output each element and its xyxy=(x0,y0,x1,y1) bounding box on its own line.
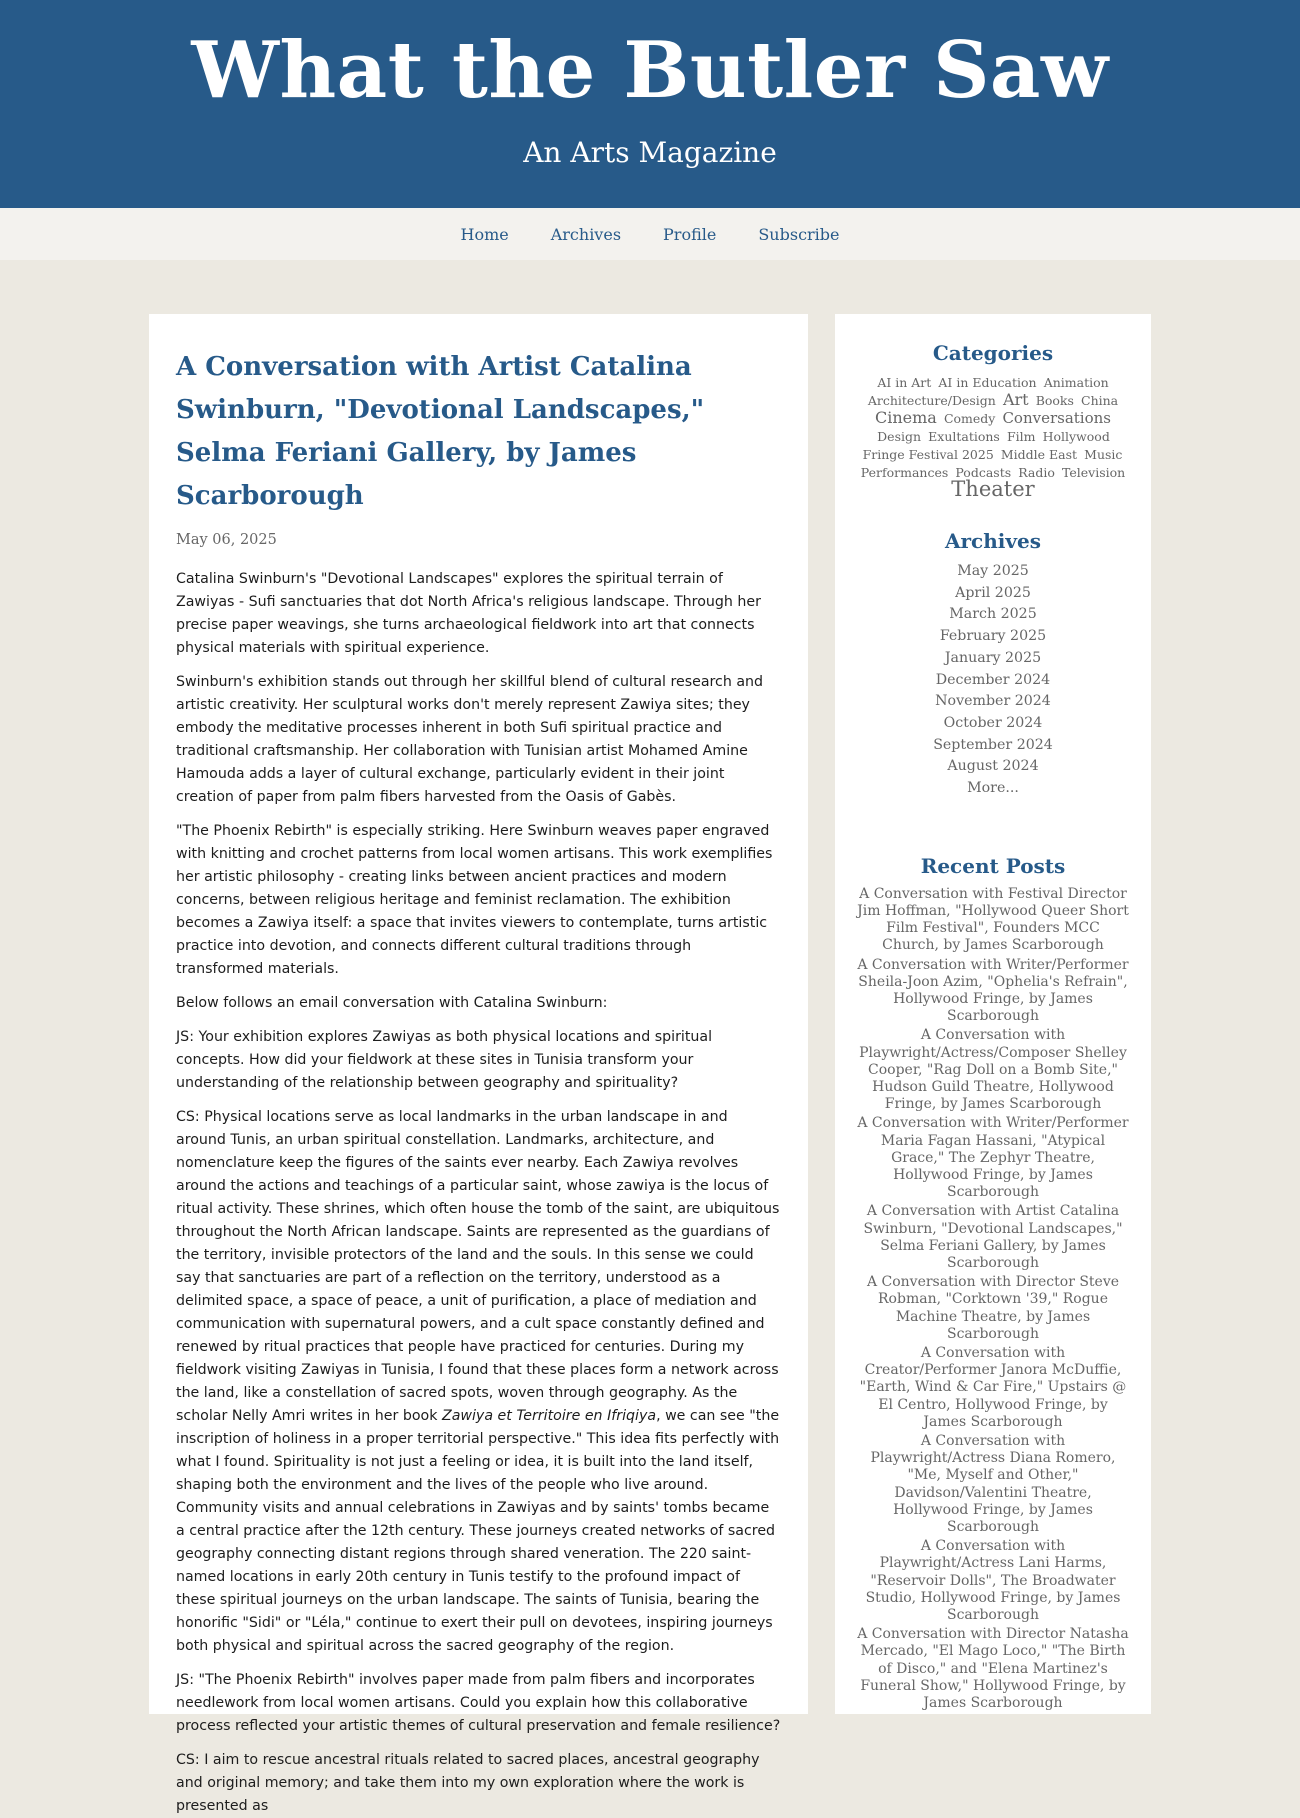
post-paragraph: Catalina Swinburn's "Devotional Landscapes" explores the spiritual terrain of Zawiyas - Sufi sanctuaries that dot North Africa's religious landscape. Through her precise paper weavings, she turns archaeological fieldwork into art that connects physical materials with spiritual experience. xyxy=(176,571,761,656)
book-title: Zawiya et Territoire en Ifriqiya xyxy=(441,1408,657,1424)
recent-post-link[interactable]: A Conversation with Playwright/Actress Diana Romero, "Me, Myself and Other," Davidson/Valentini Theatre, Hollywood Fringe, by James Scarborough xyxy=(870,1433,1116,1536)
category-link[interactable]: Exultations xyxy=(928,429,1000,444)
recent-post-link[interactable]: A Conversation with Director Natasha Mercado, "El Mago Loco," "The Birth of Disco," and "Elena Martinez's Funeral Show," Hollywood Fringe, by James Scarborough xyxy=(857,1626,1129,1712)
category-link[interactable]: Hollywood Fringe Festival 2025 xyxy=(862,429,1110,462)
category-link[interactable]: Theater xyxy=(951,477,1035,501)
post-date: May 06, 2025 xyxy=(176,532,277,548)
category-link[interactable]: Cinema xyxy=(875,408,937,427)
archive-link[interactable]: August 2024 xyxy=(947,758,1039,775)
recent-post-link[interactable]: A Conversation with Playwright/Actress Lani Harms, "Reservoir Dolls", The Broadwater Studio, Hollywood Fringe, by James Scarborough xyxy=(865,1538,1121,1624)
archive-link[interactable]: November 2024 xyxy=(935,693,1051,710)
archive-link[interactable]: May 2025 xyxy=(957,563,1029,579)
category-link[interactable]: Film xyxy=(1006,429,1036,444)
recent-post-link[interactable]: A Conversation with Writer/Performer Maria Fagan Hassani, "Atypical Grace," The Zephyr Theatre, Hollywood Fringe, by James Scarborough xyxy=(857,1115,1129,1201)
category-link[interactable]: Conversations xyxy=(1002,409,1111,427)
category-link[interactable]: AI in Art xyxy=(877,375,932,390)
post-title[interactable]: A Conversation with Artist Catalina Swinburn, "Devotional Landscapes," Selma Feriani Gallery, by James Scarborough xyxy=(176,352,705,511)
archives-heading: Archives xyxy=(945,529,1041,553)
category-link[interactable]: Middle East xyxy=(1000,447,1078,462)
category-link[interactable]: Television xyxy=(1062,465,1126,480)
archives-list xyxy=(857,561,1129,800)
post-content xyxy=(149,314,808,1814)
nav-archives-link[interactable]: Archives xyxy=(550,224,622,244)
archive-link[interactable]: January 2025 xyxy=(944,649,1042,666)
category-link[interactable]: Design xyxy=(877,429,922,444)
archive-link[interactable]: December 2024 xyxy=(935,671,1051,688)
post-paragraph xyxy=(176,1106,781,1658)
post-paragraph: "The Phoenix Rebirth" is especially striking. Here Swinburn weaves paper engraved with knitting and crochet patterns from local women artisans. This work exemplifies her artistic philosophy - creating links between ancient practices and modern concerns, between religious heritage and feminist reclamation. The exhibition becomes a Zawiya itself: a space that invites viewers to contemplate, turns artistic practice into devotion, and connects different cultural traditions through transformed materials. xyxy=(176,823,773,977)
sidebar xyxy=(835,314,1151,1714)
recent-post-link[interactable]: A Conversation with Festival Director Jim Hoffman, "Hollywood Queer Short Film Festival", Founders MCC Church, by James Scarborough xyxy=(857,885,1129,954)
archive-link[interactable]: February 2025 xyxy=(939,628,1047,645)
category-cloud xyxy=(857,373,1129,499)
nav-subscribe-link[interactable]: Subscribe xyxy=(758,224,840,244)
category-link[interactable]: Radio xyxy=(1018,465,1055,480)
archive-link[interactable]: September 2024 xyxy=(933,736,1053,753)
category-link[interactable]: Comedy xyxy=(943,411,996,426)
recent-post-link[interactable]: A Conversation with Playwright/Actress/Composer Shelley Cooper, "Rag Doll on a Bomb Site," Hudson Guild Theatre, Hollywood Fringe, by James Scarborough xyxy=(859,1027,1127,1113)
category-link[interactable]: China xyxy=(1081,393,1119,408)
post-paragraph: Swinburn's exhibition stands out through her skillful blend of cultural research and artistic creativity. Her sculptural works don't merely represent Zawiya sites; they embody the meditative processes inherent in both Sufi spiritual practice and traditional craftsmanship. Her collaboration with Tunisian artist Mohamed Amine Hamouda adds a layer of cultural exchange, particularly evident in their joint creation of paper from palm fibers harvested from the Oasis of Gabès. xyxy=(176,674,764,805)
site-tagline: An Arts Magazine xyxy=(523,136,777,169)
post-body xyxy=(176,568,781,1818)
nav-home-link[interactable]: Home xyxy=(460,224,509,244)
category-link[interactable]: Podcasts xyxy=(955,465,1012,480)
masthead xyxy=(0,0,1300,208)
archive-link[interactable]: October 2024 xyxy=(943,714,1043,731)
recent-post-link[interactable]: A Conversation with Creator/Performer Janora McDuffie, "Earth, Wind & Car Fire," Upstairs @ El Centro, Hollywood Fringe, by James Scarborough xyxy=(859,1345,1127,1430)
category-link[interactable]: Art xyxy=(1002,390,1029,409)
paragraph-text: CS: Physical locations serve as local landmarks in the urban landscape in and around Tunis, an urban spiritual constellation. Landmarks, architecture, and nomenclature keep the figures of the saints ever nearby. Each Zawiya revolves around the actions and teachings of a particular saint, whose zawiya is the locus of ritual activity. These shrines, which often house the tomb of the saint, are ubiquitous throughout the North African landscape. Saints are represented as the guardians of the territory, invisible protectors of the land and the souls. In this sense we could say that sanctuaries are part of a reflection on the territory, understood as a delimited space, a space of peace, a unit of purification, a place of mediation and communication with supernatural powers, and a cult space constantly defined and renewed by ritual practices that people have practiced for centuries. During my fieldwork visiting Zawiyas in Tunisia, I found that these places form a network across the land, like a constellation of sacred spots, woven through geography. As the scholar Nelly Amri writes in her book xyxy=(176,1109,780,1424)
recent-post-link[interactable]: A Conversation with Artist Catalina Swinburn, "Devotional Landscapes," Selma Feriani Gallery, by James Scarborough xyxy=(863,1203,1123,1271)
category-link[interactable]: Architecture/Design xyxy=(867,393,996,408)
archive-link[interactable]: March 2025 xyxy=(949,606,1037,623)
post-paragraph: JS: Your exhibition explores Zawiyas as both physical locations and spiritual concepts. How did your fieldwork at these sites in Tunisia transform your understanding of the relationship between geography and spirituality? xyxy=(176,1029,713,1091)
category-link[interactable]: Animation xyxy=(1043,375,1109,390)
recent-post-link[interactable]: A Conversation with Writer/Performer Sheila-Joon Azim, "Ophelia's Refrain", Hollywood Fringe, by James Scarborough xyxy=(857,956,1129,1025)
category-link[interactable]: Books xyxy=(1035,393,1074,408)
category-link[interactable]: Performances xyxy=(860,465,949,480)
recent-post-link[interactable]: A Conversation with Director Steve Robman, "Corktown '39," Rogue Machine Theatre, by James Scarborough xyxy=(866,1274,1120,1342)
main-nav xyxy=(0,208,1300,260)
category-link[interactable]: AI in Education xyxy=(938,375,1037,390)
post-paragraph: Below follows an email conversation with Catalina Swinburn: xyxy=(176,995,608,1011)
categories-heading: Categories xyxy=(932,341,1054,365)
paragraph-text: , we can see "the inscription of holiness in a proper territorial perspective." This idea fits perfectly with what I found. Spirituality is not just a feeling or idea, it is built into the land itself, shaping both the environment and the lives of the people who live around. Community visits and annual celebrations in Zawiyas and by saints' tombs became a central practice after the 12th century. These journeys created networks of sacred geography connecting distant regions through shared veneration. The 220 saint-named locations in early 20th century in Tunis testify to the profound impact of these spiritual journeys on the urban landscape. The saints of Tunisia, bearing the honorific "Sidi" or "Léla," continue to exert their pull on devotees, inspiring journeys both physical and spiritual across the sacred geography of the region. xyxy=(176,1408,780,1654)
recent-posts-heading: Recent Posts xyxy=(920,853,1066,878)
recent-posts-list xyxy=(857,886,1129,1713)
archive-link[interactable]: More... xyxy=(967,780,1019,797)
post-paragraph: CS: I aim to rescue ancestral rituals related to sacred places, ancestral geography and original memory; and take them into my own exploration where the work is presented as xyxy=(176,1752,760,1814)
category-link[interactable]: Music xyxy=(1084,447,1123,462)
post-paragraph: JS: "The Phoenix Rebirth" involves paper made from palm fibers and incorporates needlework from local women artisans. Could you explain how this collaborative process reflected your artistic themes of cultural preservation and female resilience? xyxy=(176,1672,781,1734)
archive-link[interactable]: April 2025 xyxy=(955,584,1031,601)
nav-profile-link[interactable]: Profile xyxy=(663,224,717,244)
site-title[interactable]: What the Butler Saw xyxy=(191,25,1109,116)
